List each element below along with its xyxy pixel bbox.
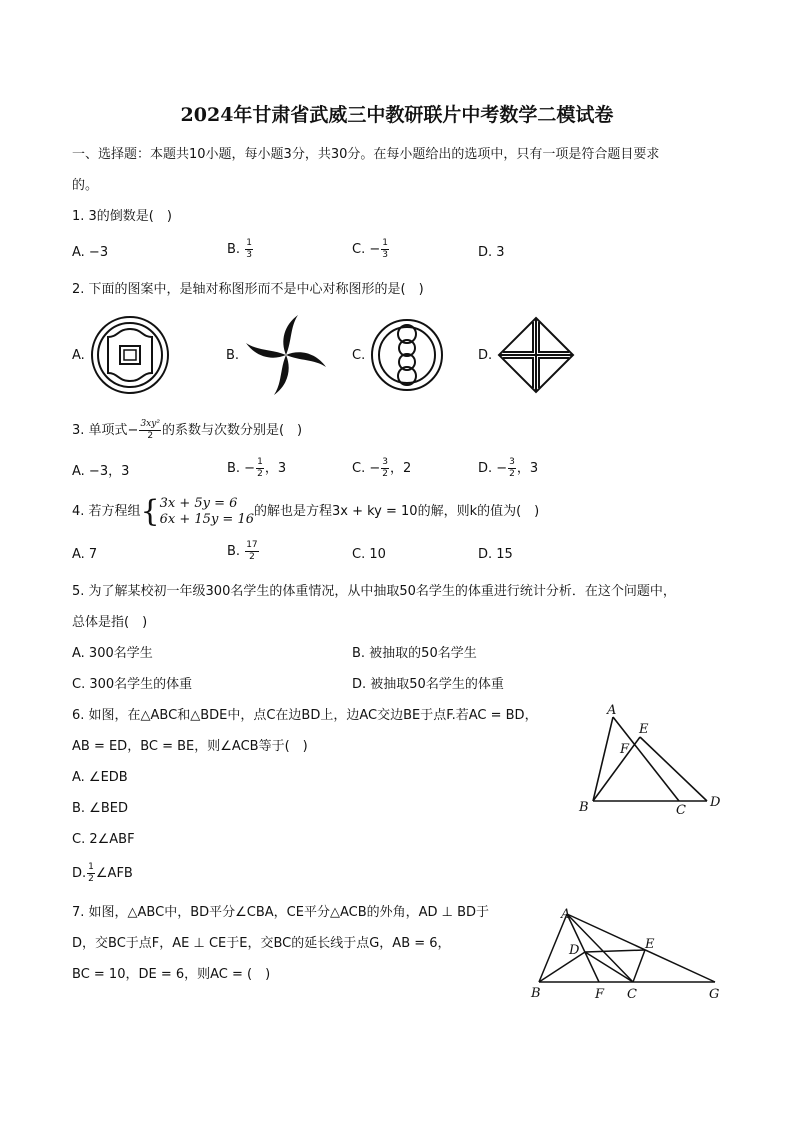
q1-b-den: 3 (246, 250, 252, 260)
q6-option-d (72, 863, 133, 884)
q4-b-num: 17 (246, 540, 258, 550)
q3-fraction (139, 420, 161, 441)
q6-triangle-figure (575, 700, 735, 820)
pinwheel-figure (243, 312, 329, 398)
left-brace-icon: { (140, 493, 160, 529)
q6-option-a: A. ∠EDB (72, 770, 128, 785)
q6-d-fraction (87, 863, 95, 884)
q4-b-label: B. (227, 544, 241, 559)
q5-option-d: D. 被抽取50名学生的体重 (352, 677, 504, 692)
q4-equation-system (160, 496, 254, 527)
section-instructions-line1: 一、选择题：本题共10小题，每小题3分，共30分。在每小题给出的选项中，只有一项是符合题目要求 (72, 147, 660, 162)
q1-c-num: 1 (382, 238, 388, 248)
q7-label-e: E (645, 937, 655, 952)
q6-label-c: C (676, 803, 686, 818)
q6-stem-line2: AB = ED，BC = BE，则∠ACB等于( ) (72, 739, 308, 754)
q7-stem-line1: 7. 如图，△ABC中，BD平分∠CBA，CE平分△ACB的外角，AD ⊥ BD于 (72, 905, 490, 920)
q1-option-b-label: B. (227, 242, 241, 257)
q3-option-c (352, 458, 411, 479)
q2-option-c-label: C. (352, 348, 366, 363)
q3-stem (72, 420, 302, 441)
q1-option-c-label: C. − (352, 242, 381, 257)
q2-option-b-label: B. (226, 348, 240, 363)
q1-option-c-fraction (381, 239, 389, 260)
q4-stem-pre: 4. 若方程组 (72, 504, 141, 520)
q1-option-b (227, 239, 254, 260)
q7-label-g: G (709, 987, 720, 1002)
q3-d-num: 3 (509, 457, 515, 467)
q6-stem-line1: 6. 如图，在△ABC和△BDE中，点C在边BD上，边AC交边BE于点F.若AC = BD， (72, 708, 538, 723)
q5-stem-line2: 总体是指( ) (72, 615, 148, 630)
q3-b-label: B. − (227, 461, 256, 476)
q7-stem-line2: D，交BC于点F，AE ⊥ CE于E，交BC的延长线于点G，AB = 6， (72, 936, 451, 951)
q7-label-b: B (531, 986, 541, 1001)
stacked-circles-figure (370, 316, 444, 394)
q3-d-den: 2 (509, 469, 515, 479)
q4-option-b (227, 541, 260, 562)
q4-stem (72, 493, 540, 529)
q3-b-post: ，3 (264, 461, 287, 476)
q3-stem-pre: 3. 单项式− (72, 423, 139, 438)
q6-label-a: A (607, 703, 617, 718)
q3-c-num: 3 (382, 457, 388, 467)
q7-label-d: D (569, 943, 580, 958)
q3-c-post: ，2 (389, 461, 412, 476)
q1-c-den: 3 (382, 250, 388, 260)
q1-option-c (352, 239, 390, 260)
q5-stem-line1: 5. 为了解某校初一年级300名学生的体重情况，从中抽取50名学生的体重进行统计分析．在这个问题中， (72, 584, 676, 599)
q3-c-label: C. − (352, 461, 381, 476)
q4-option-d: D. 15 (478, 547, 513, 562)
q3-d-fraction (508, 458, 516, 479)
q2-option-a-label: A. (72, 348, 85, 363)
q5-option-c: C. 300名学生的体重 (72, 677, 193, 692)
q6-d-label: D. (72, 866, 87, 881)
q1-option-d: D. 3 (478, 245, 505, 260)
q5-option-a: A. 300名学生 (72, 646, 153, 661)
q6-option-c: C. 2∠ABF (72, 832, 135, 847)
q4-option-a: A. 7 (72, 547, 98, 562)
q4-eq2: 6x + 15y = 16 (159, 511, 254, 527)
q3-b-num: 1 (257, 457, 263, 467)
q3-b-den: 2 (257, 469, 263, 479)
q1-option-a: A. −3 (72, 245, 109, 260)
coin-figure (90, 315, 170, 395)
q3-c-den: 2 (382, 469, 388, 479)
q4-b-fraction (245, 541, 258, 562)
q6-label-e: E (639, 722, 649, 737)
q3-frac-den: 2 (147, 431, 154, 441)
q6-label-f: F (620, 742, 630, 757)
q6-label-d: D (710, 795, 721, 810)
q4-b-den: 2 (249, 552, 255, 562)
q1-b-num: 1 (246, 238, 252, 248)
q6-option-b: B. ∠BED (72, 801, 128, 816)
q2-option-d-label: D. (478, 348, 493, 363)
q3-c-fraction (381, 458, 389, 479)
q4-stem-post: 的解也是方程3x + ky = 10的解，则k的值为( ) (254, 504, 540, 520)
q5-option-b: B. 被抽取的50名学生 (352, 646, 477, 661)
q3-frac-num: 3xy² (140, 419, 160, 429)
q7-label-c: C (627, 987, 637, 1002)
q6-d-num: 1 (88, 862, 94, 872)
q4-eq1: 3x + 5y = 6 (159, 496, 238, 511)
q3-option-d (478, 458, 538, 479)
q3-option-a: A. −3，3 (72, 464, 130, 479)
q6-d-post: ∠AFB (95, 866, 133, 881)
q3-option-b (227, 458, 286, 479)
q6-d-den: 2 (88, 874, 94, 884)
q3-d-label: D. − (478, 461, 508, 476)
q7-label-a: A (561, 907, 571, 922)
diamond-figure (497, 316, 575, 394)
q3-stem-post: 的系数与次数分别是( ) (161, 423, 303, 438)
q1-stem: 1. 3的倒数是( ) (72, 209, 172, 224)
q7-stem-line3: BC = 10，DE = 6，则AC = ( ) (72, 967, 271, 982)
q4-option-c: C. 10 (352, 547, 386, 562)
q3-b-fraction (256, 458, 264, 479)
q6-label-b: B (579, 800, 589, 815)
q7-label-f: F (595, 987, 605, 1002)
section-instructions-line2: 的。 (72, 178, 99, 193)
q1-option-b-fraction (245, 239, 253, 260)
q7-triangle-figure (525, 900, 725, 1005)
q3-d-post: ，3 (516, 461, 539, 476)
page-title: 2024年甘肃省武威三中教研联片中考数学二模试卷 (180, 104, 614, 126)
q2-stem: 2. 下面的图案中，是轴对称图形而不是中心对称图形的是( ) (72, 282, 424, 297)
